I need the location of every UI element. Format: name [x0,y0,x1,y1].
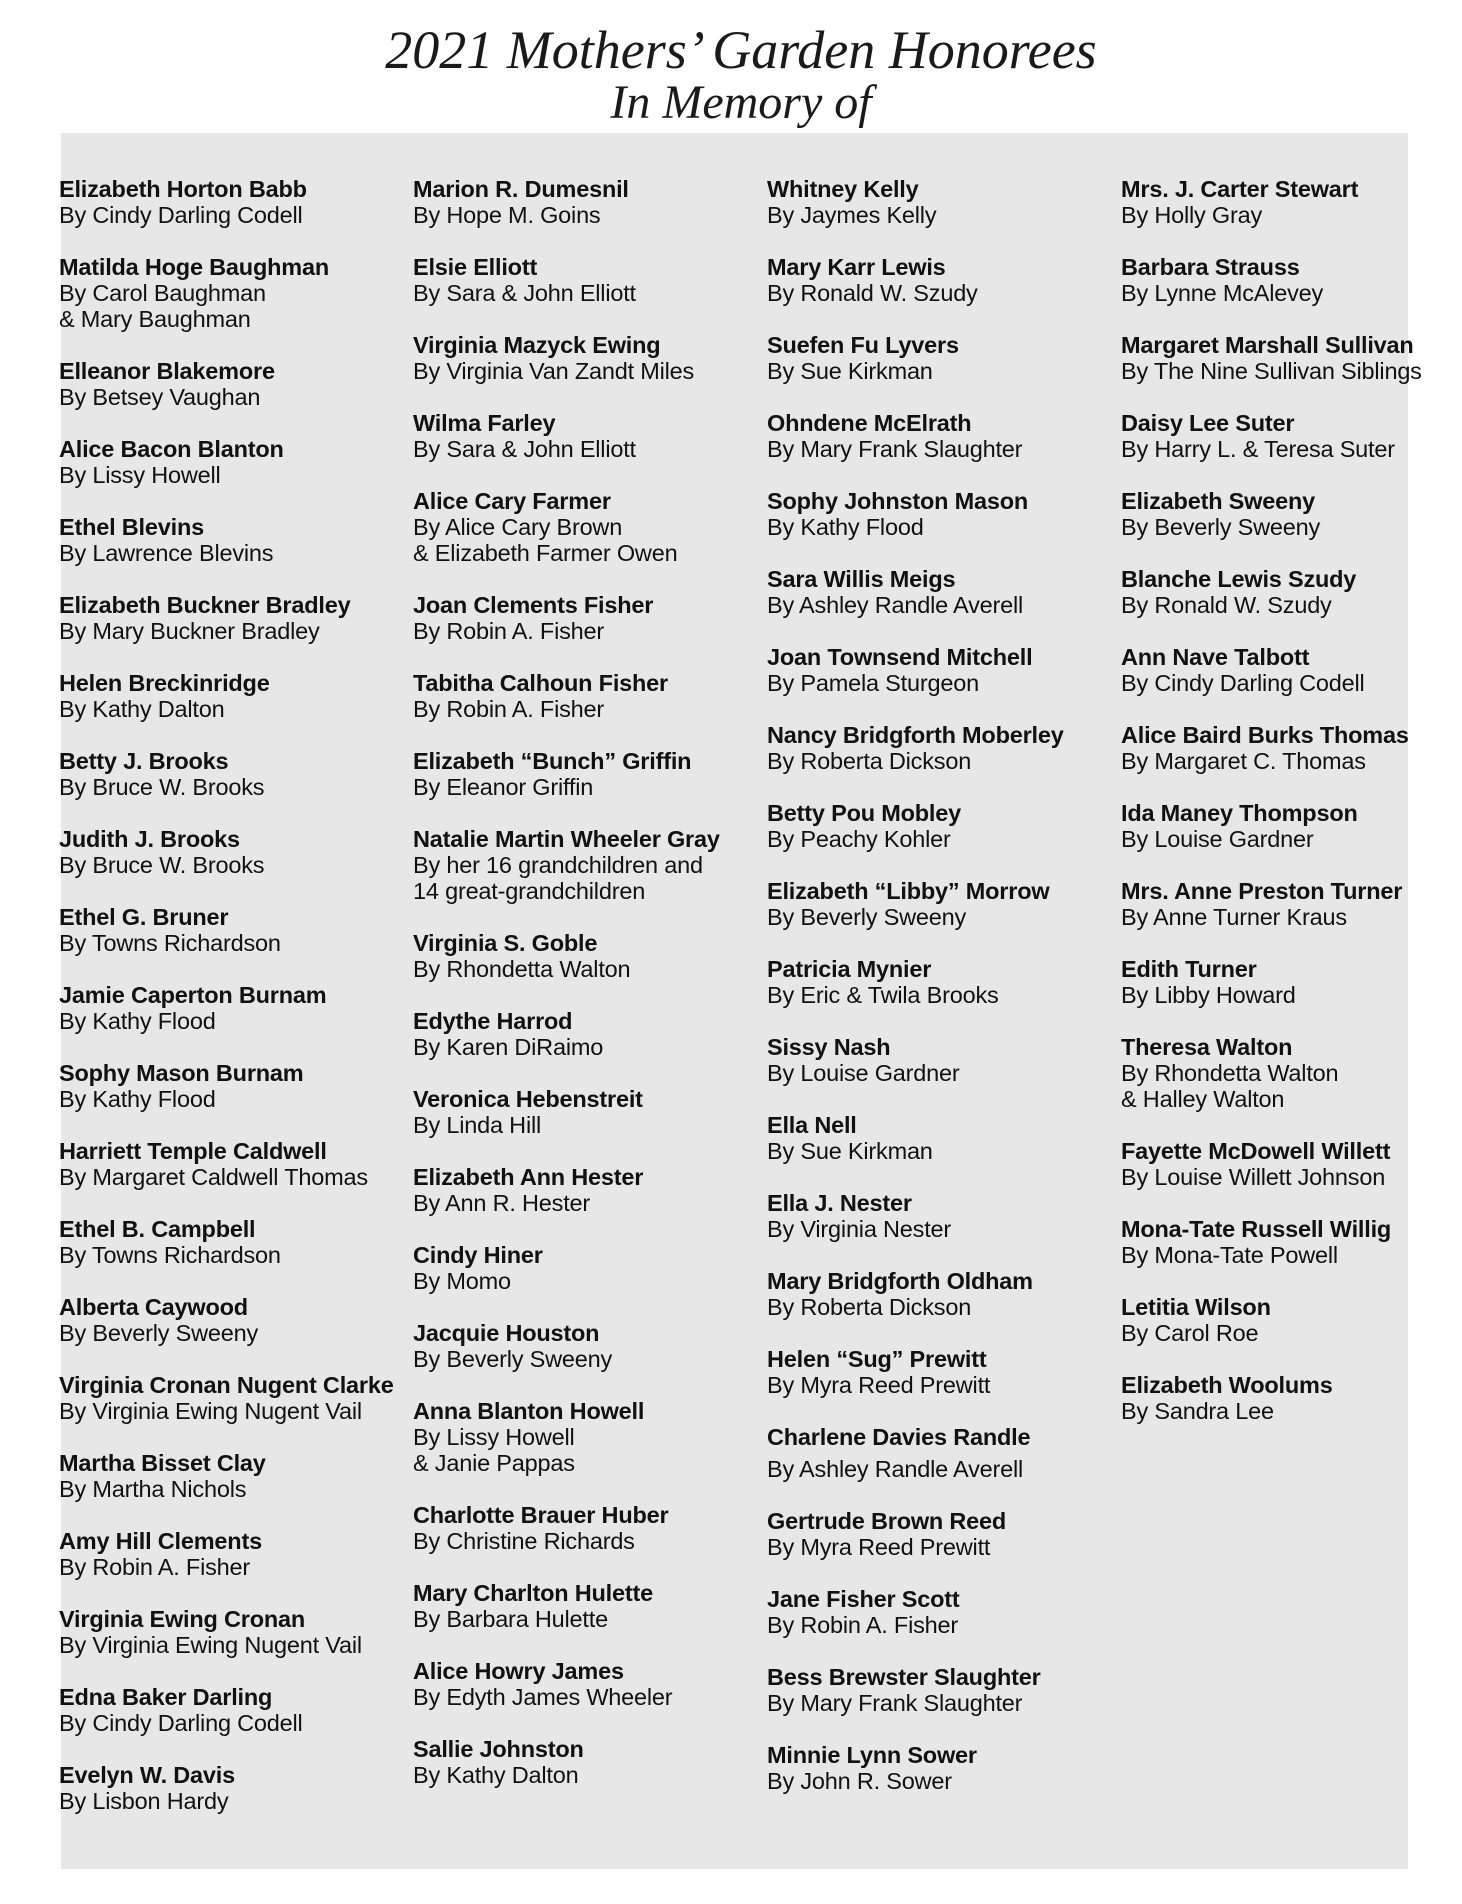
honoree-name: Judith J. Brooks [59,826,240,852]
honoree-entry [1121,410,1422,488]
honoree-entry [1121,878,1422,956]
honoree-name: Joan Townsend Mitchell [767,644,1033,670]
honoree-entry [59,1294,394,1372]
honoree-name: Elleanor Blakemore [59,358,275,384]
donor-line: By Cindy Darling Codell [59,1710,303,1736]
donor-line: By Eleanor Griffin [413,774,594,800]
honoree-name: Alice Howry James [413,1658,624,1684]
honoree-entry [59,670,394,748]
honoree-entry [59,1762,394,1840]
honoree-column-4 [1121,176,1422,1450]
honoree-entry [1121,1372,1422,1450]
honoree-entry [413,254,720,332]
honoree-name: Ohndene McElrath [767,410,972,436]
donor-line: & Elizabeth Farmer Owen [413,540,678,566]
honoree-column-2 [413,176,720,1814]
honoree-name: Mary Charlton Hulette [413,1580,653,1606]
honoree-entry [413,1658,720,1736]
donor-line: By Martha Nichols [59,1476,247,1502]
honoree-column-1 [59,176,394,1840]
honoree-entry [767,1268,1064,1346]
donor-line: By Robin A. Fisher [413,618,605,644]
donor-line: By Beverly Sweeny [767,904,967,930]
honoree-name: Elizabeth Ann Hester [413,1164,644,1190]
honoree-entry [413,1008,720,1086]
donor-line: By Lisbon Hardy [59,1788,229,1814]
honoree-name: Helen Breckinridge [59,670,270,696]
honoree-entry [767,1664,1064,1742]
honoree-entry [59,1216,394,1294]
honoree-entry [59,254,394,358]
honoree-entry [413,748,720,826]
honoree-entry [1121,176,1422,254]
donor-line: By Sara & John Elliott [413,280,636,306]
donor-line: By Mary Frank Slaughter [767,436,1023,462]
honoree-name: Jacquie Houston [413,1320,600,1346]
honoree-name: Natalie Martin Wheeler Gray [413,826,720,852]
honoree-name: Fayette McDowell Willett [1121,1138,1391,1164]
donor-line: By Ronald W. Szudy [767,280,978,306]
honoree-entry [767,644,1064,722]
honoree-name: Sophy Mason Burnam [59,1060,304,1086]
donor-line: By Jaymes Kelly [767,202,937,228]
donor-line: By Louise Gardner [1121,826,1314,852]
honoree-name: Theresa Walton [1121,1034,1293,1060]
donor-line: By Ashley Randle Averell [767,1456,1024,1482]
honoree-entry [1121,1034,1422,1138]
honoree-entry [767,410,1064,488]
honoree-entry [767,722,1064,800]
honoree-name: Margaret Marshall Sullivan [1121,332,1414,358]
honoree-entry [59,1060,394,1138]
honoree-name: Mrs. Anne Preston Turner [1121,878,1403,904]
honoree-name: Cindy Hiner [413,1242,543,1268]
donor-line: By Louise Gardner [767,1060,960,1086]
donor-line: By Lissy Howell [413,1424,575,1450]
honoree-name: Virginia S. Goble [413,930,598,956]
honoree-entry [1121,254,1422,332]
donor-line: & Mary Baughman [59,306,251,332]
donor-line: 14 great-grandchildren [413,878,646,904]
honoree-name: Barbara Strauss [1121,254,1300,280]
honoree-entry [59,1372,394,1450]
honoree-name: Edith Turner [1121,956,1257,982]
donor-line: By Linda Hill [413,1112,542,1138]
honoree-entry [1121,488,1422,566]
donor-line: By John R. Sower [767,1768,952,1794]
honoree-name: Harriett Temple Caldwell [59,1138,327,1164]
honoree-name: Elizabeth Sweeny [1121,488,1316,514]
honoree-name: Anna Blanton Howell [413,1398,645,1424]
donor-line: By Ashley Randle Averell [767,592,1024,618]
honoree-entry [59,436,394,514]
honoree-entry [413,826,720,930]
donor-line: By Bruce W. Brooks [59,774,265,800]
honoree-entry [767,1034,1064,1112]
donor-line: By Mary Frank Slaughter [767,1690,1023,1716]
honoree-name: Wilma Farley [413,410,556,436]
donor-line: By Libby Howard [1121,982,1296,1008]
donor-line: By Ronald W. Szudy [1121,592,1332,618]
donor-line: By Robin A. Fisher [413,696,605,722]
honoree-entry [767,254,1064,332]
honoree-entry [413,332,720,410]
honoree-entry [59,1528,394,1606]
donor-line: By Sara & John Elliott [413,436,636,462]
donor-line: By Rhondetta Walton [1121,1060,1339,1086]
donor-line: By Rhondetta Walton [413,956,631,982]
honoree-name: Amy Hill Clements [59,1528,262,1554]
donor-line: By Myra Reed Prewitt [767,1372,991,1398]
donor-line: By Towns Richardson [59,1242,281,1268]
honoree-entry [59,1684,394,1762]
donor-line: By Kathy Flood [59,1086,216,1112]
honoree-name: Joan Clements Fisher [413,592,654,618]
honoree-entry [767,1508,1064,1586]
donor-line: & Halley Walton [1121,1086,1285,1112]
donor-line: By Hope M. Goins [413,202,601,228]
honoree-name: Evelyn W. Davis [59,1762,235,1788]
honoree-name: Alice Baird Burks Thomas [1121,722,1409,748]
honoree-name: Martha Bisset Clay [59,1450,266,1476]
honoree-name: Ethel G. Bruner [59,904,229,930]
honoree-name: Letitia Wilson [1121,1294,1271,1320]
honoree-entry [1121,1138,1422,1216]
donor-line: By Robin A. Fisher [59,1554,251,1580]
honoree-entry [767,878,1064,956]
honoree-name: Marion R. Dumesnil [413,176,629,202]
honoree-name: Ella Nell [767,1112,857,1138]
honoree-entry [767,332,1064,410]
honoree-entry [767,488,1064,566]
honoree-name: Blanche Lewis Szudy [1121,566,1357,592]
page-title [0,22,1462,128]
donor-line: By Margaret C. Thomas [1121,748,1366,774]
honoree-name: Elizabeth “Bunch” Griffin [413,748,692,774]
donor-line: By Myra Reed Prewitt [767,1534,991,1560]
donor-line: By Ann R. Hester [413,1190,591,1216]
honoree-entry [767,800,1064,878]
honoree-entry [59,358,394,436]
donor-line: By Mona-Tate Powell [1121,1242,1338,1268]
honoree-name: Mona-Tate Russell Willig [1121,1216,1392,1242]
honoree-entry [59,826,394,904]
honoree-name: Betty J. Brooks [59,748,229,774]
honoree-name: Virginia Cronan Nugent Clarke [59,1372,394,1398]
honoree-column-3 [767,176,1064,1820]
honoree-entry [767,1346,1064,1424]
donor-line: By Lynne McAlevey [1121,280,1324,306]
donor-line: By Anne Turner Kraus [1121,904,1347,930]
honoree-entry [1121,722,1422,800]
donor-line: By Virginia Van Zandt Miles [413,358,695,384]
donor-line: By Momo [413,1268,511,1294]
honoree-entry [767,1424,1064,1508]
honoree-entry [413,176,720,254]
honoree-entry [59,1450,394,1528]
donor-line: By Carol Baughman [59,280,266,306]
honoree-entry [767,1742,1064,1820]
honoree-name: Charlene Davies Randle [767,1424,1031,1450]
donor-line: By Edyth James Wheeler [413,1684,673,1710]
donor-line: By Pamela Sturgeon [767,670,979,696]
honoree-name: Bess Brewster Slaughter [767,1664,1041,1690]
donor-line: By Virginia Ewing Nugent Vail [59,1632,362,1658]
honoree-entry [59,176,394,254]
donor-line: By The Nine Sullivan Siblings [1121,358,1422,384]
donor-line: By Eric & Twila Brooks [767,982,999,1008]
donor-line: By Kathy Flood [767,514,924,540]
honoree-name: Elizabeth Buckner Bradley [59,592,351,618]
honoree-entry [413,1502,720,1580]
donor-line: By Peachy Kohler [767,826,951,852]
honoree-name: Ethel Blevins [59,514,204,540]
donor-line: By Cindy Darling Codell [59,202,303,228]
honoree-name: Elsie Elliott [413,254,538,280]
honoree-name: Matilda Hoge Baughman [59,254,329,280]
honoree-entry [767,566,1064,644]
honoree-name: Ida Maney Thompson [1121,800,1358,826]
donor-line: By Kathy Flood [59,1008,216,1034]
honoree-entry [59,982,394,1060]
donor-line: By Karen DiRaimo [413,1034,604,1060]
honoree-name: Betty Pou Mobley [767,800,961,826]
honoree-name: Gertrude Brown Reed [767,1508,1007,1534]
donor-line: By Louise Willett Johnson [1121,1164,1386,1190]
donor-line: By Betsey Vaughan [59,384,261,410]
honoree-entry [413,1320,720,1398]
honoree-entry [767,176,1064,254]
honoree-name: Elizabeth “Libby” Morrow [767,878,1050,904]
honoree-name: Veronica Hebenstreit [413,1086,643,1112]
honoree-name: Minnie Lynn Sower [767,1742,977,1768]
donor-line: By Bruce W. Brooks [59,852,265,878]
honoree-name: Virginia Ewing Cronan [59,1606,306,1632]
donor-line: By Sandra Lee [1121,1398,1274,1424]
honoree-entry [767,1586,1064,1664]
honoree-entry [413,488,720,592]
honoree-name: Edythe Harrod [413,1008,573,1034]
donor-line: By Beverly Sweeny [59,1320,259,1346]
honoree-entry [59,1138,394,1216]
honoree-name: Patricia Mynier [767,956,932,982]
honoree-entry [413,1164,720,1242]
honoree-entry [1121,332,1422,410]
honoree-name: Alice Cary Farmer [413,488,611,514]
honoree-name: Daisy Lee Suter [1121,410,1295,436]
donor-line: By her 16 grandchildren and [413,852,703,878]
donor-line: By Beverly Sweeny [1121,514,1321,540]
honoree-name: Alice Bacon Blanton [59,436,284,462]
honoree-entry [413,1242,720,1320]
donor-line: By Barbara Hulette [413,1606,608,1632]
honoree-entry [413,930,720,1008]
donor-line: By Sue Kirkman [767,358,933,384]
honoree-name: Nancy Bridgforth Moberley [767,722,1064,748]
honoree-entry [59,748,394,826]
honoree-entry [1121,566,1422,644]
honoree-name: Virginia Mazyck Ewing [413,332,661,358]
honoree-name: Suefen Fu Lyvers [767,332,959,358]
honoree-entry [59,514,394,592]
honoree-entry [1121,1216,1422,1294]
donor-line: By Margaret Caldwell Thomas [59,1164,368,1190]
donor-line: By Kathy Dalton [59,696,225,722]
donor-line: By Sue Kirkman [767,1138,933,1164]
donor-line: By Virginia Nester [767,1216,952,1242]
honoree-name: Whitney Kelly [767,176,919,202]
honoree-name: Tabitha Calhoun Fisher [413,670,668,696]
donor-line: By Harry L. & Teresa Suter [1121,436,1395,462]
honoree-name: Ann Nave Talbott [1121,644,1310,670]
honoree-entry [413,410,720,488]
honoree-entry [413,1736,720,1814]
donor-line: By Kathy Dalton [413,1762,579,1788]
donor-line: By Robin A. Fisher [767,1612,959,1638]
honoree-name: Sallie Johnston [413,1736,584,1762]
donor-line: & Janie Pappas [413,1450,575,1476]
honoree-entry [767,1112,1064,1190]
honoree-name: Ethel B. Campbell [59,1216,256,1242]
honoree-name: Sophy Johnston Mason [767,488,1029,514]
honoree-entry [413,592,720,670]
donor-line: By Virginia Ewing Nugent Vail [59,1398,362,1424]
honoree-entry [59,592,394,670]
honoree-name: Alberta Caywood [59,1294,248,1320]
honoree-name: Edna Baker Darling [59,1684,273,1710]
honoree-entry [413,1398,720,1502]
donor-line: By Carol Roe [1121,1320,1259,1346]
title-line-2: In Memory of [610,76,872,129]
donor-line: By Roberta Dickson [767,748,972,774]
honoree-entry [59,1606,394,1684]
honoree-name: Ella J. Nester [767,1190,912,1216]
donor-line: By Cindy Darling Codell [1121,670,1365,696]
donor-line: By Towns Richardson [59,930,281,956]
honoree-name: Charlotte Brauer Huber [413,1502,669,1528]
donor-line: By Beverly Sweeny [413,1346,613,1372]
honoree-name: Elizabeth Woolums [1121,1372,1333,1398]
honoree-name: Sissy Nash [767,1034,891,1060]
honoree-entry [767,956,1064,1034]
donor-line: By Roberta Dickson [767,1294,972,1320]
honoree-entry [59,904,394,982]
honoree-name: Mary Bridgforth Oldham [767,1268,1033,1294]
honoree-entry [767,1190,1064,1268]
honoree-entry [1121,800,1422,878]
honoree-name: Elizabeth Horton Babb [59,176,307,202]
donor-line: By Lissy Howell [59,462,221,488]
honoree-entry [1121,644,1422,722]
honoree-name: Mary Karr Lewis [767,254,946,280]
donor-line: By Alice Cary Brown [413,514,623,540]
honoree-name: Sara Willis Meigs [767,566,956,592]
donor-line: By Lawrence Blevins [59,540,274,566]
donor-line: By Holly Gray [1121,202,1263,228]
honoree-entry [1121,956,1422,1034]
honoree-entry [413,1086,720,1164]
honoree-name: Jamie Caperton Burnam [59,982,327,1008]
honoree-entry [1121,1294,1422,1372]
honoree-name: Jane Fisher Scott [767,1586,960,1612]
donor-line: By Christine Richards [413,1528,635,1554]
title-line-1: 2021 Mothers’ Garden Honorees [385,20,1097,80]
honoree-entry [413,1580,720,1658]
honoree-name: Helen “Sug” Prewitt [767,1346,987,1372]
honoree-entry [413,670,720,748]
donor-line: By Mary Buckner Bradley [59,618,320,644]
honoree-name: Mrs. J. Carter Stewart [1121,176,1359,202]
